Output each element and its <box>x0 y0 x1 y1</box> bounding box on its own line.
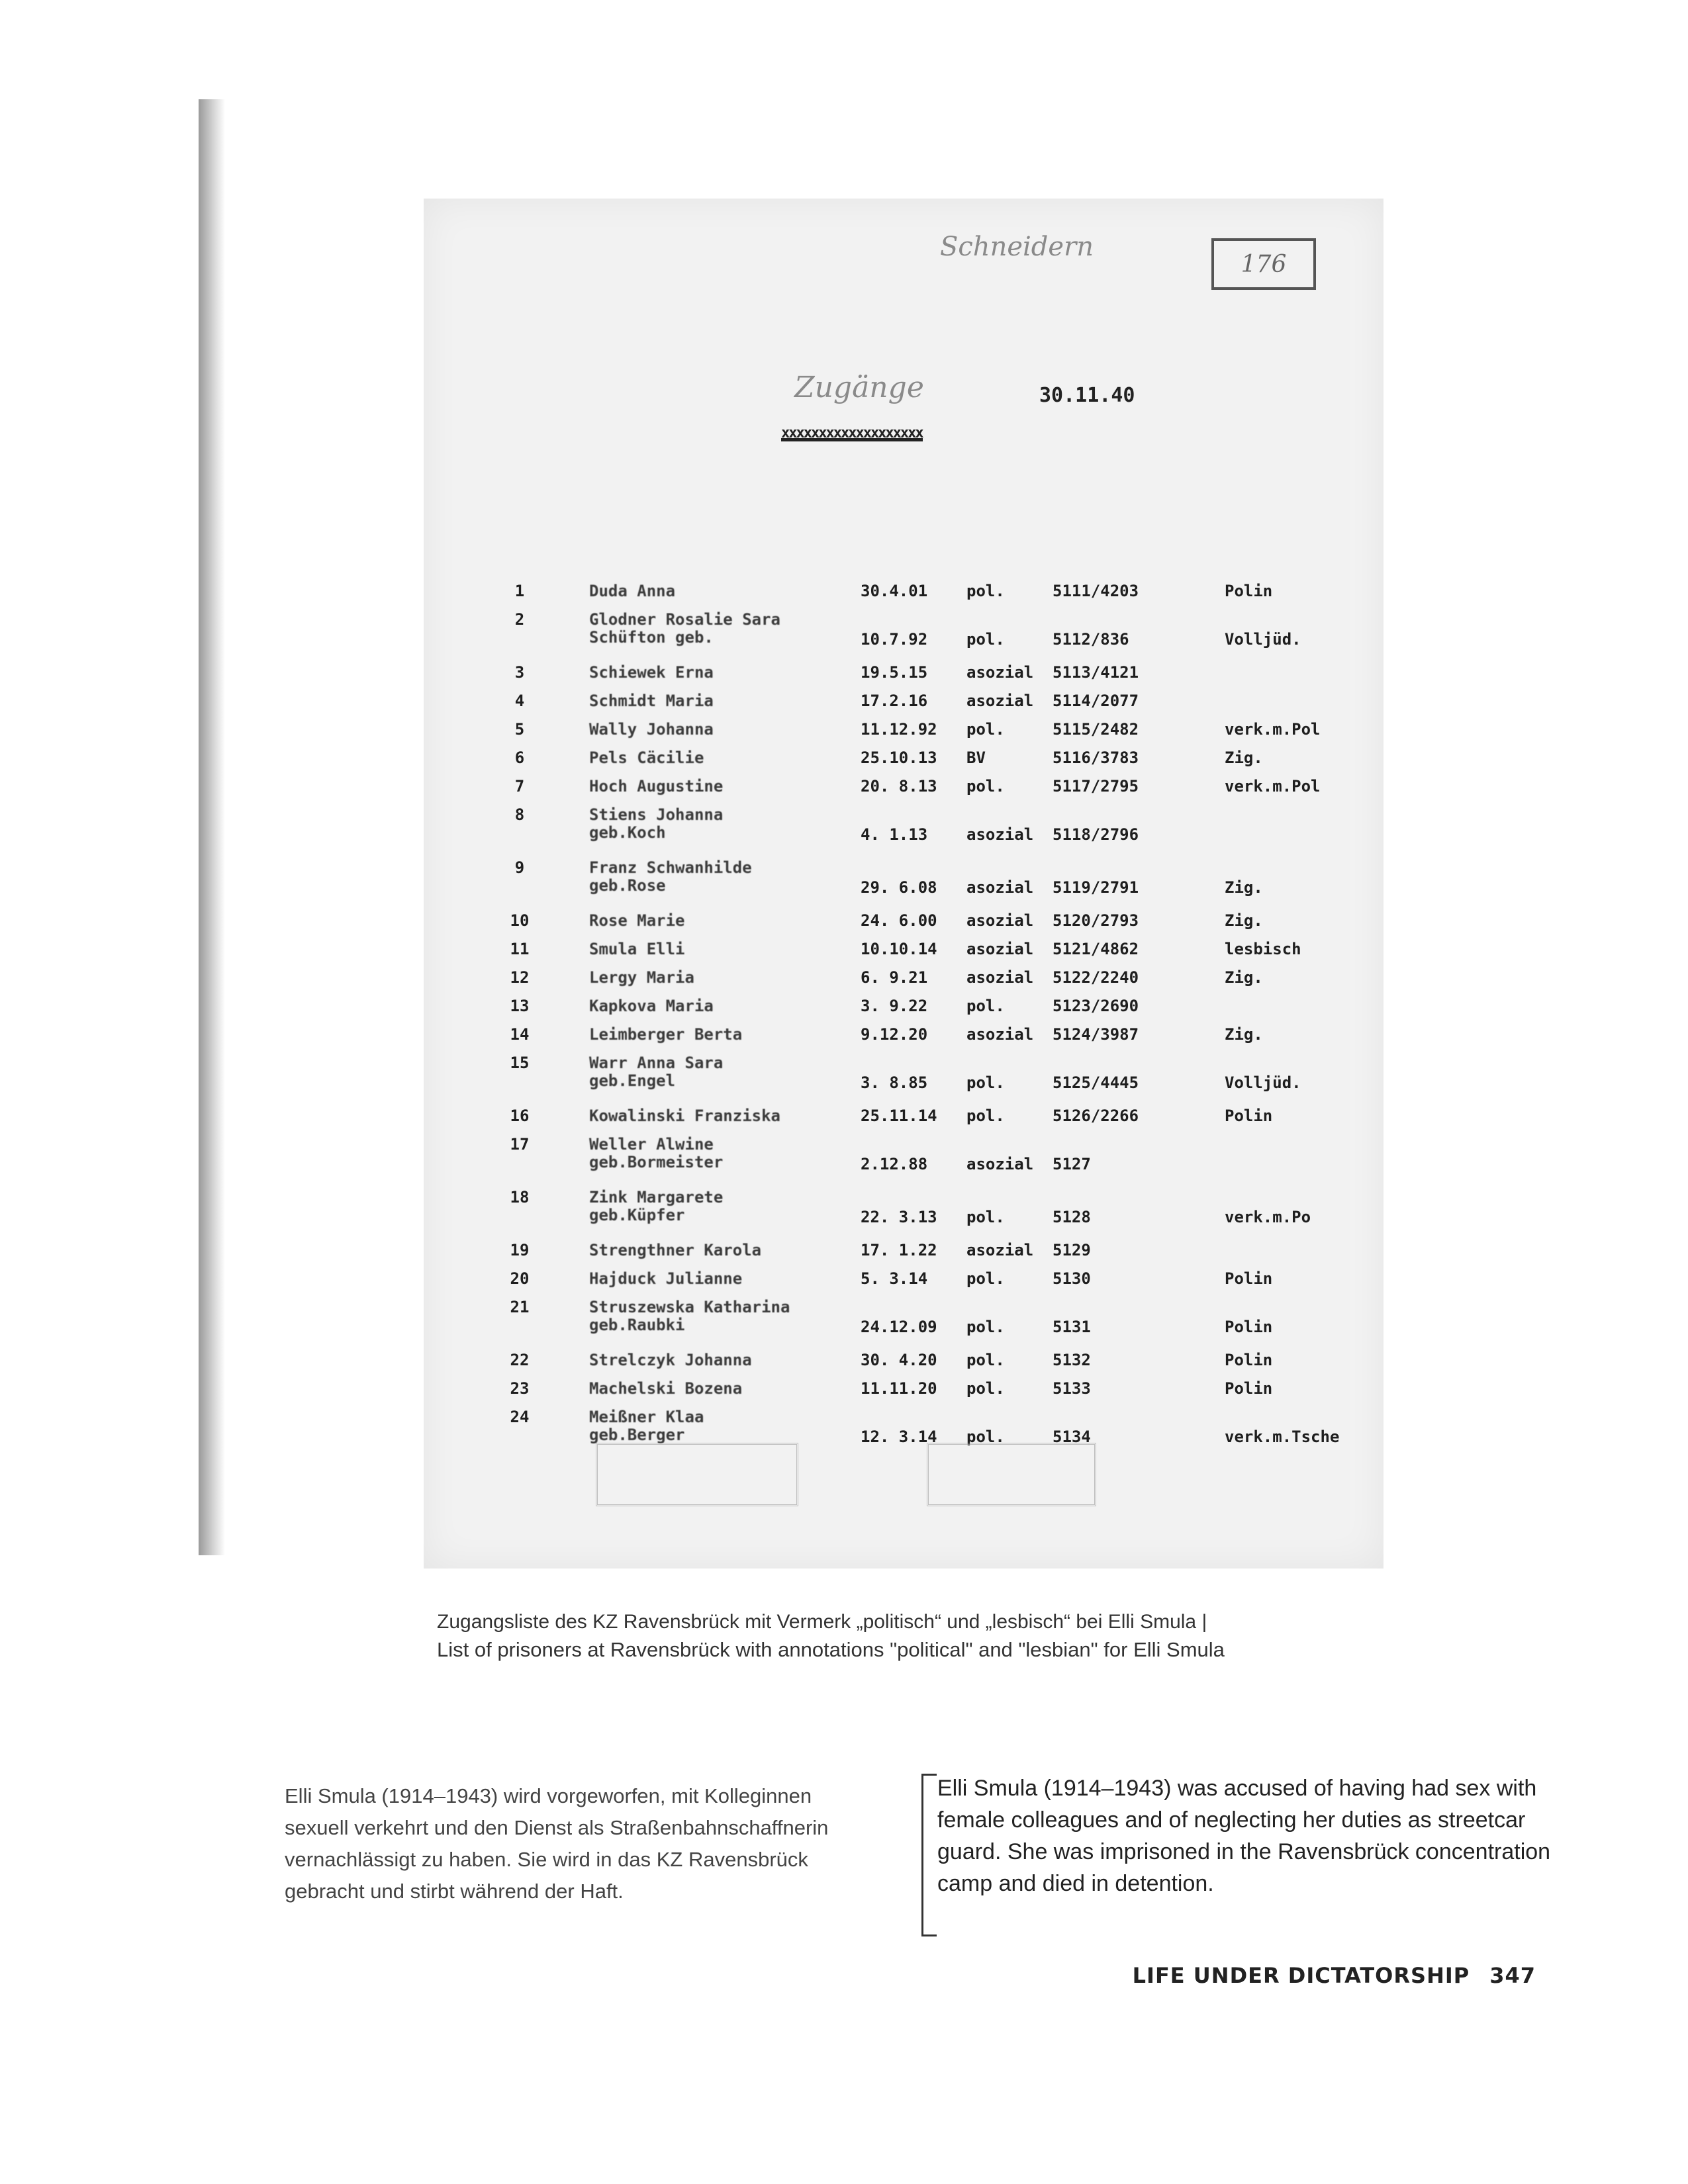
birth-date: 11.12.92 <box>861 720 937 739</box>
row-number: 11 <box>510 940 530 958</box>
category: pol. <box>966 1107 1005 1125</box>
birth-date: 24.12.09 <box>861 1318 937 1336</box>
category: asozial <box>966 663 1034 682</box>
annotation: verk.m.Pol <box>1225 777 1321 796</box>
prisoner-number: 5118/2796 <box>1053 825 1139 844</box>
row-number: 22 <box>510 1351 530 1369</box>
list-row <box>424 1107 1383 1136</box>
prisoner-number: 5133 <box>1053 1379 1091 1398</box>
list-row <box>424 582 1383 611</box>
prisoner-name: Schmidt Maria <box>589 692 714 710</box>
prisoner-name: Glodner Rosalie Sara Schüfton geb. <box>589 610 780 647</box>
prisoner-name: Kapkova Maria <box>589 997 714 1015</box>
prisoner-name: Pels Cäcilie <box>589 749 704 767</box>
faded-stamp-center <box>927 1443 1096 1506</box>
category: pol. <box>966 1269 1005 1288</box>
prisoner-name: Hoch Augustine <box>589 777 724 796</box>
birth-date: 9.12.20 <box>861 1025 928 1044</box>
row-number: 17 <box>510 1135 530 1154</box>
annotation: Zig. <box>1225 1025 1263 1044</box>
list-row <box>424 1054 1383 1107</box>
birth-date: 30.4.01 <box>861 582 928 600</box>
prisoner-number: 5134 <box>1053 1428 1091 1446</box>
page-footer <box>1133 1963 1536 1988</box>
prisoner-name: Strengthner Karola <box>589 1241 762 1259</box>
caption-german: Zugangsliste des KZ Ravensbrück mit Vermerk „politisch“ und „lesbisch“ bei Elli Smula | <box>437 1611 1207 1633</box>
prisoner-number: 5132 <box>1053 1351 1091 1369</box>
birth-date: 30. 4.20 <box>861 1351 937 1369</box>
list-row <box>424 1189 1383 1242</box>
row-number: 24 <box>510 1408 530 1426</box>
running-section-title: LIFE UNDER DICTATORSHIP <box>1132 1963 1470 1988</box>
birth-date: 10.10.14 <box>861 940 937 958</box>
row-number: 15 <box>510 1054 530 1072</box>
category: pol. <box>966 1073 1005 1092</box>
annotation: verk.m.Pol <box>1225 720 1321 739</box>
row-number: 3 <box>514 663 525 682</box>
list-row <box>424 1270 1383 1298</box>
birth-date: 17. 1.22 <box>861 1241 937 1259</box>
page-number: 347 <box>1489 1963 1536 1988</box>
birth-date: 2.12.88 <box>861 1155 928 1173</box>
prisoner-name: Kowalinski Franziska <box>589 1107 780 1125</box>
category: pol. <box>966 1318 1005 1336</box>
annotation: verk.m.Tsche <box>1225 1428 1340 1446</box>
prisoner-name: Hajduck Julianne <box>589 1269 743 1288</box>
row-number: 23 <box>510 1379 530 1398</box>
prisoner-name: Wally Johanna <box>589 720 714 739</box>
annotation: Zig. <box>1225 878 1263 897</box>
prisoner-number: 5113/4121 <box>1053 663 1139 682</box>
category: pol. <box>966 1208 1005 1226</box>
prisoner-number: 5131 <box>1053 1318 1091 1336</box>
birth-date: 3. 8.85 <box>861 1073 928 1092</box>
body-text-german: Elli Smula (1914–1943) wird vorgeworfen, mit Kolleginnen sexuell verkehrt und den Dienst als Straßenbahnschaffnerin vernachlässigt zu haben. Sie wird in das KZ Ravensbrück gebracht und stirbt während der Haft. <box>285 1784 829 1903</box>
category: asozial <box>966 1155 1034 1173</box>
list-row <box>424 778 1383 806</box>
caption-english: List of prisoners at Ravensbrück with annotations "political" and "lesbian" for Elli Smula <box>437 1638 1225 1661</box>
category: asozial <box>966 825 1034 844</box>
handwritten-heading: Zugänge <box>794 371 924 404</box>
list-row <box>424 1298 1383 1351</box>
prisoner-number: 5114/2077 <box>1053 692 1139 710</box>
row-number: 10 <box>510 911 530 930</box>
archival-document-scan <box>424 199 1383 1569</box>
prisoner-number: 5115/2482 <box>1053 720 1139 739</box>
list-row <box>424 806 1383 859</box>
prisoner-name: Warr Anna Sara geb.Engel <box>589 1054 724 1090</box>
book-spine-shadow <box>199 99 225 1555</box>
row-number: 18 <box>510 1188 530 1206</box>
prisoner-name: Stiens Johanna geb.Koch <box>589 805 724 842</box>
annotation: Volljüd. <box>1225 1073 1301 1092</box>
list-row <box>424 664 1383 692</box>
birth-date: 25.10.13 <box>861 749 937 767</box>
category: pol. <box>966 1379 1005 1398</box>
birth-date: 22. 3.13 <box>861 1208 937 1226</box>
category: asozial <box>966 692 1034 710</box>
prisoner-name: Rose Marie <box>589 911 685 930</box>
row-number: 12 <box>510 968 530 987</box>
row-number: 20 <box>510 1269 530 1288</box>
prisoner-number: 5124/3987 <box>1053 1025 1139 1044</box>
document-box-number: 176 <box>1211 238 1316 290</box>
list-row <box>424 611 1383 664</box>
row-number: 1 <box>514 582 525 600</box>
category: BV <box>966 749 986 767</box>
row-number: 7 <box>514 777 525 796</box>
birth-date: 4. 1.13 <box>861 825 928 844</box>
list-row <box>424 1026 1383 1054</box>
birth-date: 5. 3.14 <box>861 1269 928 1288</box>
prisoner-name: Zink Margarete geb.Küpfer <box>589 1188 724 1224</box>
row-number: 21 <box>510 1298 530 1316</box>
annotation: Volljüd. <box>1225 630 1301 649</box>
prisoner-number: 5122/2240 <box>1053 968 1139 987</box>
category: asozial <box>966 911 1034 930</box>
row-number: 2 <box>514 610 525 629</box>
list-row <box>424 749 1383 778</box>
prisoner-name: Schiewek Erna <box>589 663 714 682</box>
birth-date: 20. 8.13 <box>861 777 937 796</box>
prisoner-name: Smula Elli <box>589 940 685 958</box>
document-date: 30.11.40 <box>1039 384 1135 407</box>
row-number: 9 <box>514 858 525 877</box>
handwritten-note: Schneidern <box>940 232 1094 262</box>
category: pol. <box>966 720 1005 739</box>
prisoner-name: Meißner Klaa geb.Berger <box>589 1408 704 1444</box>
birth-date: 25.11.14 <box>861 1107 937 1125</box>
list-row <box>424 997 1383 1026</box>
list-row <box>424 969 1383 997</box>
list-row <box>424 1242 1383 1270</box>
list-row <box>424 1351 1383 1380</box>
category: asozial <box>966 1241 1034 1259</box>
prisoner-number: 5119/2791 <box>1053 878 1139 897</box>
prisoner-number: 5117/2795 <box>1053 777 1139 796</box>
birth-date: 19.5.15 <box>861 663 928 682</box>
category: pol. <box>966 777 1005 796</box>
prisoner-name: Weller Alwine geb.Bormeister <box>589 1135 724 1171</box>
annotation: verk.m.Po <box>1225 1208 1311 1226</box>
category: pol. <box>966 582 1005 600</box>
category: asozial <box>966 940 1034 958</box>
row-number: 4 <box>514 692 525 710</box>
prisoner-name: Strelczyk Johanna <box>589 1351 752 1369</box>
annotation: Polin <box>1225 1351 1273 1369</box>
birth-date: 6. 9.21 <box>861 968 928 987</box>
prisoner-name: Leimberger Berta <box>589 1025 743 1044</box>
list-row <box>424 1136 1383 1189</box>
category: pol. <box>966 1351 1005 1369</box>
prisoner-name: Lergy Maria <box>589 968 694 987</box>
list-row <box>424 1408 1383 1461</box>
category: asozial <box>966 1025 1034 1044</box>
prisoner-list <box>424 582 1383 1461</box>
prisoner-number: 5128 <box>1053 1208 1091 1226</box>
prisoner-number: 5120/2793 <box>1053 911 1139 930</box>
body-text-english: Elli Smula (1914–1943) was accused of having had sex with female colleagues and of neglecting her duties as streetcar guard. She was imprisoned in the Ravensbrück concentration camp and died in detention. <box>937 1776 1551 1896</box>
prisoner-number: 5129 <box>1053 1241 1091 1259</box>
birth-date: 12. 3.14 <box>861 1428 937 1446</box>
row-number: 8 <box>514 805 525 824</box>
category: pol. <box>966 997 1005 1015</box>
prisoner-number: 5130 <box>1053 1269 1091 1288</box>
prisoner-name: Duda Anna <box>589 582 676 600</box>
faded-stamp-left <box>596 1443 798 1506</box>
category: pol. <box>966 1428 1005 1446</box>
prisoner-number: 5123/2690 <box>1053 997 1139 1015</box>
list-row <box>424 940 1383 969</box>
list-row <box>424 1380 1383 1408</box>
list-row <box>424 692 1383 721</box>
crossed-out-line: xxxxxxxxxxxxxxxxxxx <box>781 425 923 441</box>
annotation: Zig. <box>1225 968 1263 987</box>
prisoner-number: 5125/4445 <box>1053 1073 1139 1092</box>
figure-caption <box>437 1608 1430 1664</box>
birth-date: 29. 6.08 <box>861 878 937 897</box>
list-row <box>424 912 1383 940</box>
birth-date: 3. 9.22 <box>861 997 928 1015</box>
annotation: Polin <box>1225 1269 1273 1288</box>
birth-date: 24. 6.00 <box>861 911 937 930</box>
annotation: Zig. <box>1225 911 1263 930</box>
birth-date: 11.11.20 <box>861 1379 937 1398</box>
annotation: Polin <box>1225 582 1273 600</box>
prisoner-number: 5126/2266 <box>1053 1107 1139 1125</box>
prisoner-number: 5127 <box>1053 1155 1091 1173</box>
row-number: 5 <box>514 720 525 739</box>
list-row <box>424 859 1383 912</box>
list-row <box>424 721 1383 749</box>
annotation: Zig. <box>1225 749 1263 767</box>
prisoner-number: 5121/4862 <box>1053 940 1139 958</box>
annotation: Polin <box>1225 1318 1273 1336</box>
birth-date: 17.2.16 <box>861 692 928 710</box>
prisoner-name: Machelski Bozena <box>589 1379 743 1398</box>
annotation: Polin <box>1225 1379 1273 1398</box>
row-number: 6 <box>514 749 525 767</box>
prisoner-name: Struszewska Katharina geb.Raubki <box>589 1298 790 1334</box>
row-number: 13 <box>510 997 530 1015</box>
row-number: 19 <box>510 1241 530 1259</box>
row-number: 16 <box>510 1107 530 1125</box>
row-number: 14 <box>510 1025 530 1044</box>
category: asozial <box>966 878 1034 897</box>
category: asozial <box>966 968 1034 987</box>
category: pol. <box>966 630 1005 649</box>
annotation: lesbisch <box>1225 940 1301 958</box>
annotation: Polin <box>1225 1107 1273 1125</box>
prisoner-number: 5112/836 <box>1053 630 1129 649</box>
birth-date: 10.7.92 <box>861 630 928 649</box>
prisoner-number: 5116/3783 <box>1053 749 1139 767</box>
prisoner-name: Franz Schwanhilde geb.Rose <box>589 858 752 895</box>
prisoner-number: 5111/4203 <box>1053 582 1139 600</box>
